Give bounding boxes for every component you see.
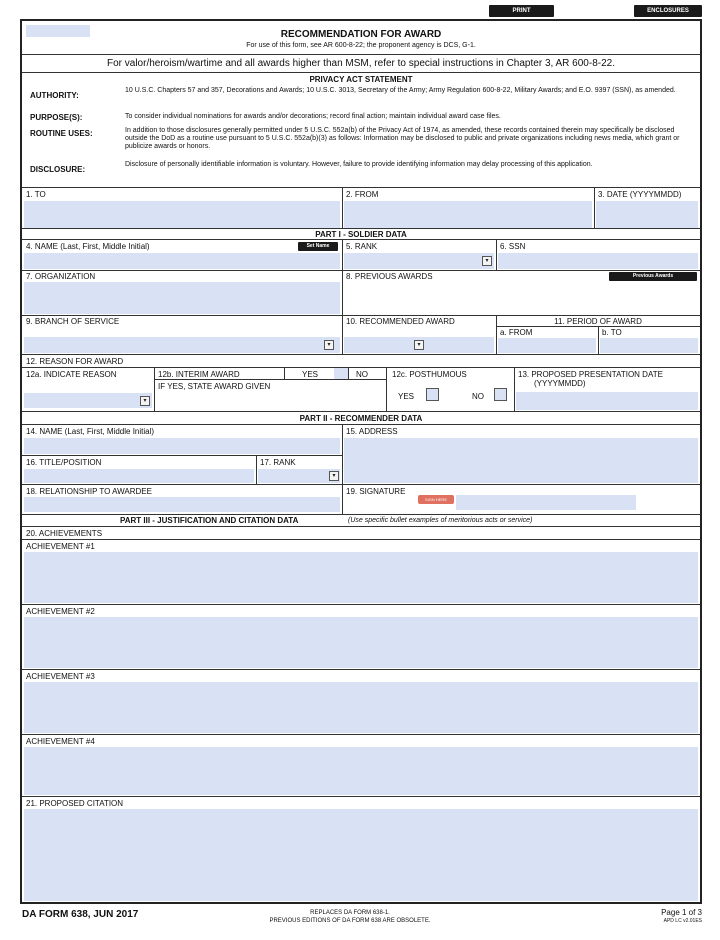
branch-label: 9. BRANCH OF SERVICE xyxy=(26,317,120,326)
posthumous-yes-checkbox[interactable] xyxy=(426,388,439,401)
award-form xyxy=(20,19,702,904)
sign-here-tag[interactable]: SIGN HERE xyxy=(418,495,454,504)
previous-awards-button[interactable]: Previous Awards xyxy=(609,272,697,281)
presentation-date-field[interactable] xyxy=(516,392,698,410)
to-field[interactable] xyxy=(24,201,340,228)
indicate-reason-select[interactable] xyxy=(24,393,152,408)
form-title: RECOMMENDATION FOR AWARD xyxy=(280,29,442,40)
routine-uses-text: In addition to those disclosures generally permitted under 5 U.S.C. 552a(b) of the Privacy Act of 1974, as amended, these records contained therein may specifically be disclosed outside the DoD as a routine use pursuant to 5 U.S.C. 552a(b)(3) as follows: Information may be disclosed to public and private organizations including news media, which grant or publicize awards or honors. xyxy=(125,127,680,150)
footer-form-id: DA FORM 638, JUN 2017 xyxy=(22,909,139,920)
authority-text: 10 U.S.C. Chapters 57 and 357, Decorations and Awards; 10 U.S.C. 3013, Secretary of the Army; Army Regulation 600-8-22, Military Awards; and E.O. 9397 (SSN), as amended. xyxy=(125,87,676,94)
routine-uses-label: ROUTINE USES: xyxy=(30,129,93,138)
presentation-date-label: 13. PROPOSED PRESENTATION DATE xyxy=(518,370,663,379)
footer-replaces-line2: PREVIOUS EDITIONS OF DA FORM 638 ARE OBSOLETE. xyxy=(269,918,431,924)
purpose-text: To consider individual nominations for awards and/or decorations; record final action; maintain individual award case files. xyxy=(125,113,501,120)
posthumous-no-label: NO xyxy=(472,392,484,401)
to-label: 1. TO xyxy=(26,190,46,199)
indicate-reason-label: 12a. INDICATE REASON xyxy=(26,370,117,379)
purpose-label: PURPOSE(S): xyxy=(30,113,83,122)
organization-label: 7. ORGANIZATION xyxy=(26,272,96,281)
part1-heading: PART I - SOLDIER DATA xyxy=(315,230,407,239)
citation-field[interactable] xyxy=(24,809,698,901)
address-field[interactable] xyxy=(344,438,698,483)
posthumous-yes-label: YES xyxy=(398,392,415,401)
interim-yes-label: YES xyxy=(302,370,319,379)
posthumous-label: 12c. POSTHUMOUS xyxy=(392,370,467,379)
from-label: 2. FROM xyxy=(346,190,379,199)
reason-label: 12. REASON FOR AWARD xyxy=(26,357,124,366)
recommender-name-field[interactable] xyxy=(24,438,340,454)
posthumous-no-checkbox[interactable] xyxy=(494,388,507,401)
rank-label: 5. RANK xyxy=(346,242,378,251)
footer-page: Page 1 of 3 xyxy=(661,908,702,917)
period-to-field[interactable] xyxy=(600,338,698,353)
footer-version: APD LC v2.01ES xyxy=(663,918,702,924)
achievements-label: 20. ACHIEVEMENTS xyxy=(26,529,103,538)
achievement-4-field[interactable] xyxy=(24,747,698,795)
organization-field[interactable] xyxy=(24,282,340,314)
rank-select[interactable] xyxy=(344,253,494,269)
relationship-label: 18. RELATIONSHIP TO AWARDEE xyxy=(26,487,152,496)
previous-awards-label: 8. PREVIOUS AWARDS xyxy=(346,272,433,281)
rank-dropdown-icon[interactable]: ▾ xyxy=(482,256,492,266)
achievement-3-label: ACHIEVEMENT #3 xyxy=(26,672,95,681)
recommender-rank-dropdown-icon[interactable]: ▾ xyxy=(329,471,339,481)
interim-award-field[interactable] xyxy=(156,393,384,410)
period-label: 11. PERIOD OF AWARD xyxy=(554,317,642,326)
award-dropdown-icon[interactable]: ▾ xyxy=(414,340,424,350)
address-label: 15. ADDRESS xyxy=(346,427,398,436)
reason-dropdown-icon[interactable]: ▾ xyxy=(140,396,150,406)
interim-award-label: 12b. INTERIM AWARD xyxy=(158,370,240,379)
period-from-label: a. FROM xyxy=(500,328,533,337)
interim-state-label: IF YES, STATE AWARD GIVEN xyxy=(158,382,271,391)
recommender-rank-select[interactable] xyxy=(258,469,340,483)
footer-replaces xyxy=(230,909,470,925)
achievement-1-field[interactable] xyxy=(24,552,698,603)
branch-select[interactable] xyxy=(24,337,340,353)
disclosure-label: DISCLOSURE: xyxy=(30,165,86,174)
achievement-2-field[interactable] xyxy=(24,617,698,668)
print-button[interactable]: PRINT xyxy=(489,5,554,17)
recommended-award-label: 10. RECOMMENDED AWARD xyxy=(346,317,455,326)
title-position-field[interactable] xyxy=(24,469,254,483)
form-subtitle: For use of this form, see AR 600-8-22; the proponent agency is DCS, G-1. xyxy=(246,42,476,49)
period-to-label: b. TO xyxy=(602,328,622,337)
interim-no-label: NO xyxy=(356,370,368,379)
part2-heading: PART II - RECOMMENDER DATA xyxy=(299,414,423,423)
period-from-field[interactable] xyxy=(498,338,596,353)
recommender-name-label: 14. NAME (Last, First, Middle Initial) xyxy=(26,427,155,436)
privacy-act-title: PRIVACY ACT STATEMENT xyxy=(309,75,413,84)
date-field[interactable] xyxy=(596,201,698,228)
signature-field[interactable] xyxy=(456,495,636,510)
achievement-2-label: ACHIEVEMENT #2 xyxy=(26,607,95,616)
date-label: 3. DATE (YYYYMMDD) xyxy=(598,190,682,199)
ssn-label: 6. SSN xyxy=(500,242,526,251)
relationship-field[interactable] xyxy=(24,497,340,512)
name-label: 4. NAME (Last, First, Middle Initial) xyxy=(26,242,150,251)
name-field[interactable] xyxy=(24,253,340,269)
ssn-field[interactable] xyxy=(498,253,698,269)
presentation-date-format: (YYYYMMDD) xyxy=(534,379,586,388)
previous-awards-field[interactable] xyxy=(344,282,698,314)
title-position-label: 16. TITLE/POSITION xyxy=(26,458,102,467)
recommender-rank-label: 17. RANK xyxy=(260,458,296,467)
achievement-4-label: ACHIEVEMENT #4 xyxy=(26,737,95,746)
part3-heading: PART III - JUSTIFICATION AND CITATION DATA xyxy=(120,516,299,525)
branch-dropdown-icon[interactable]: ▾ xyxy=(324,340,334,350)
part3-note: (Use specific bullet examples of meritorious acts or service) xyxy=(348,517,533,524)
citation-label: 21. PROPOSED CITATION xyxy=(26,799,124,808)
disclosure-text: Disclosure of personally identifiable information is voluntary. However, failure to provide identifying information may delay processing of this application. xyxy=(125,161,593,168)
signature-label: 19. SIGNATURE xyxy=(346,487,406,496)
interim-yes-checkbox[interactable] xyxy=(334,368,348,379)
from-field[interactable] xyxy=(344,201,592,228)
special-instruction: For valor/heroism/wartime and all awards higher than MSM, refer to special instructions in Chapter 3, AR 600-8-22. xyxy=(106,58,615,69)
set-name-button[interactable]: Set Name xyxy=(298,242,338,251)
achievement-1-label: ACHIEVEMENT #1 xyxy=(26,542,95,551)
authority-label: AUTHORITY: xyxy=(30,91,79,100)
achievement-3-field[interactable] xyxy=(24,682,698,733)
footer-replaces-line1: REPLACES DA FORM 638-1. xyxy=(310,910,390,916)
enclosures-button[interactable]: ENCLOSURES xyxy=(634,5,702,17)
